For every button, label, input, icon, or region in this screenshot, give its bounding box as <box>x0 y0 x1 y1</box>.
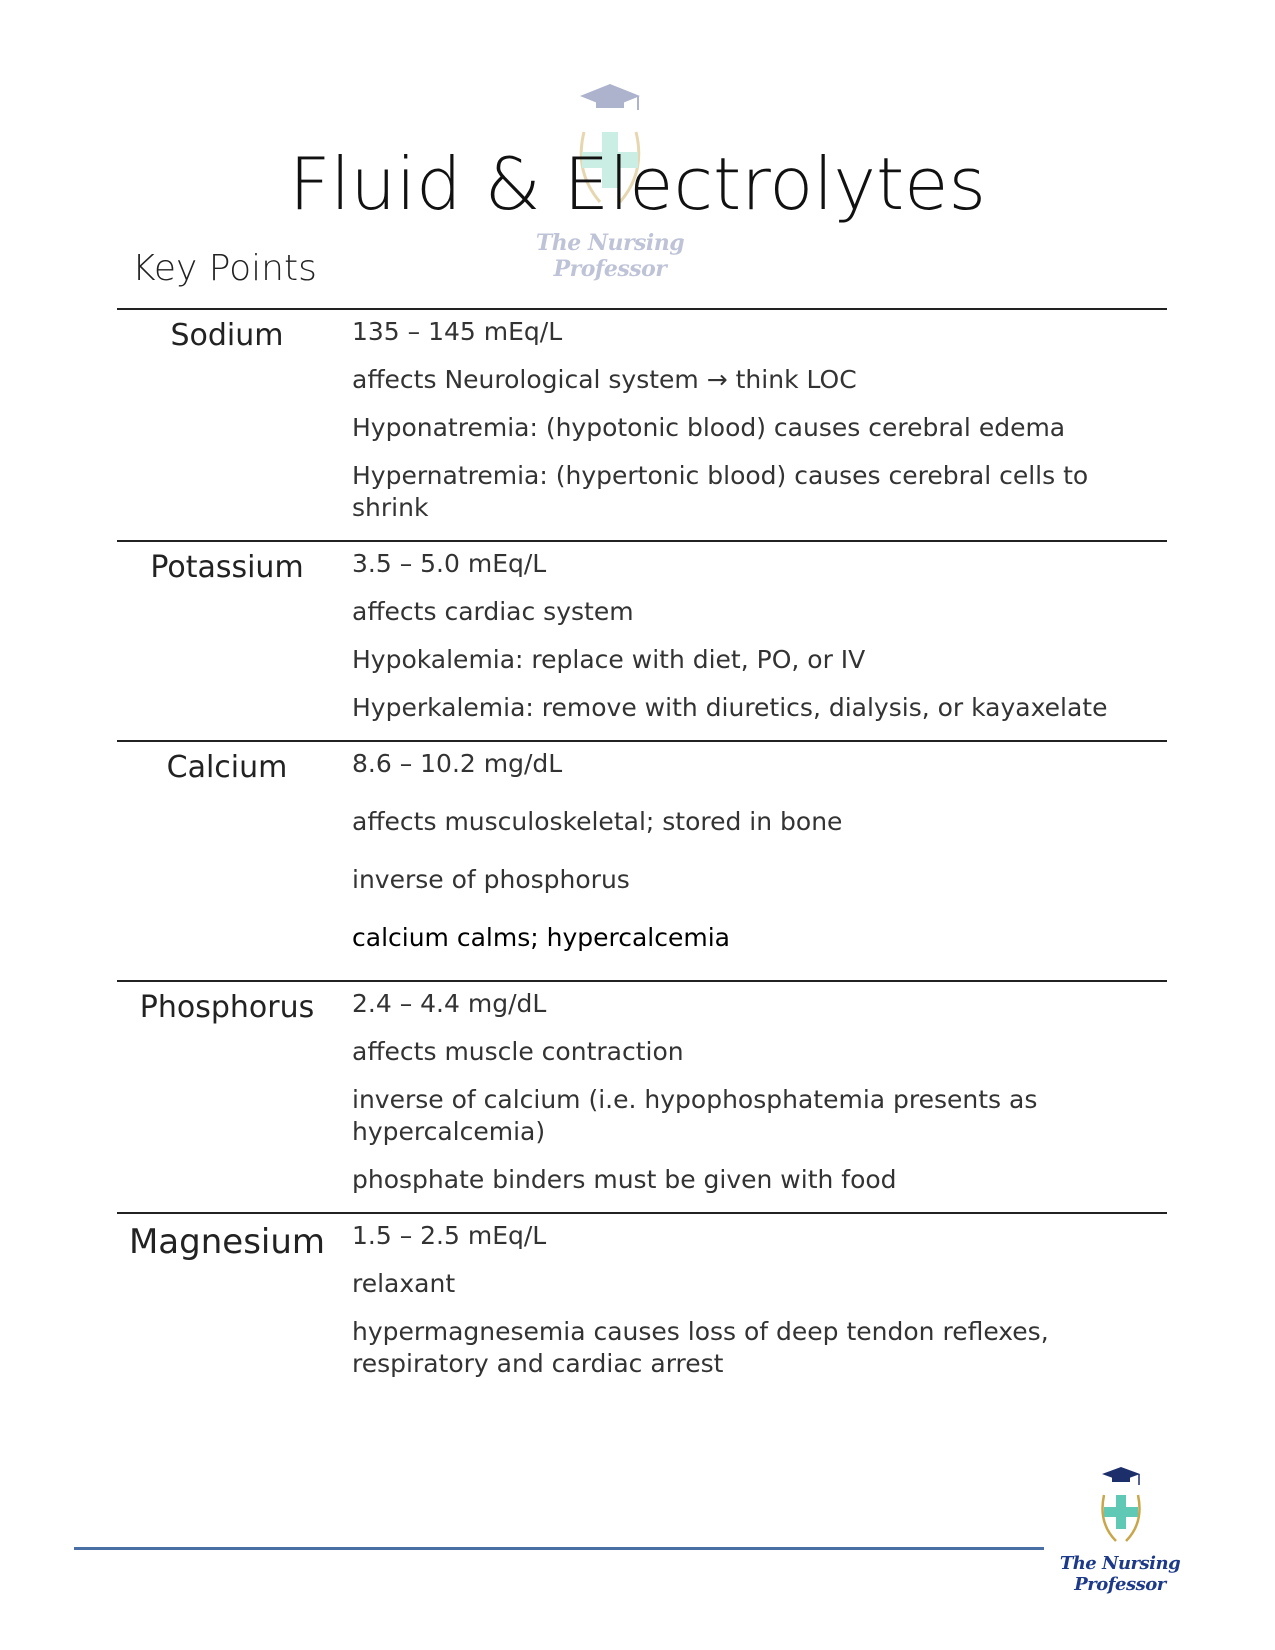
row-line: affects musculoskeletal; stored in bone <box>352 807 843 836</box>
watermark-text: The Nursing Professor <box>535 230 685 282</box>
row-line: 8.6 – 10.2 mg/dL <box>352 749 563 778</box>
table-row-phosphorus <box>117 980 1167 1196</box>
table-row-magnesium <box>117 1212 1167 1380</box>
row-label: Calcium <box>166 750 288 785</box>
page-title: Fluid & Electrolytes <box>288 142 986 226</box>
table-row-calcium <box>117 740 1167 954</box>
row-label: Phosphorus <box>139 990 315 1025</box>
row-line: 2.4 – 4.4 mg/dL <box>352 989 547 1018</box>
row-line: Hyponatremia: (hypotonic blood) causes cerebral edema <box>352 413 1066 442</box>
row-line: affects muscle contraction <box>352 1037 684 1066</box>
row-line: phosphate binders must be given with food <box>352 1165 897 1194</box>
row-line: affects Neurological system → think LOC <box>352 365 857 394</box>
table-row-potassium <box>117 540 1167 724</box>
row-line: calcium calms; hypercalcemia <box>352 923 730 952</box>
page-subtitle: Key Points <box>132 248 317 289</box>
row-line: 135 – 145 mEq/L <box>352 317 563 346</box>
row-label: Potassium <box>150 550 304 585</box>
row-label: Sodium <box>170 318 284 353</box>
row-line: Hyperkalemia: remove with diuretics, dialysis, or kayaxelate <box>352 693 1108 722</box>
row-line: hypermagnesemia causes loss of deep tendon reflexes, respiratory and cardiac arrest <box>352 1317 1049 1378</box>
row-line: relaxant <box>352 1269 456 1298</box>
row-line: 3.5 – 5.0 mEq/L <box>352 549 547 578</box>
electrolyte-table <box>117 308 1167 1396</box>
row-line: inverse of calcium (i.e. hypophosphatemia presents as hypercalcemia) <box>352 1085 1038 1146</box>
row-line: inverse of phosphorus <box>352 865 630 894</box>
row-label: Magnesium <box>128 1222 326 1262</box>
nursing-professor-emblem-icon <box>1096 1465 1146 1550</box>
footer-logo <box>1040 1465 1200 1595</box>
table-row-sodium <box>117 308 1167 524</box>
footer-logo-text: The Nursing Professor <box>1059 1553 1181 1595</box>
footer-divider <box>74 1547 1044 1550</box>
row-line: Hypernatremia: (hypertonic blood) causes cerebral cells to shrink <box>352 461 1089 522</box>
row-line: Hypokalemia: replace with diet, PO, or IV <box>352 645 866 674</box>
row-line: 1.5 – 2.5 mEq/L <box>352 1221 547 1250</box>
row-line: affects cardiac system <box>352 597 634 626</box>
